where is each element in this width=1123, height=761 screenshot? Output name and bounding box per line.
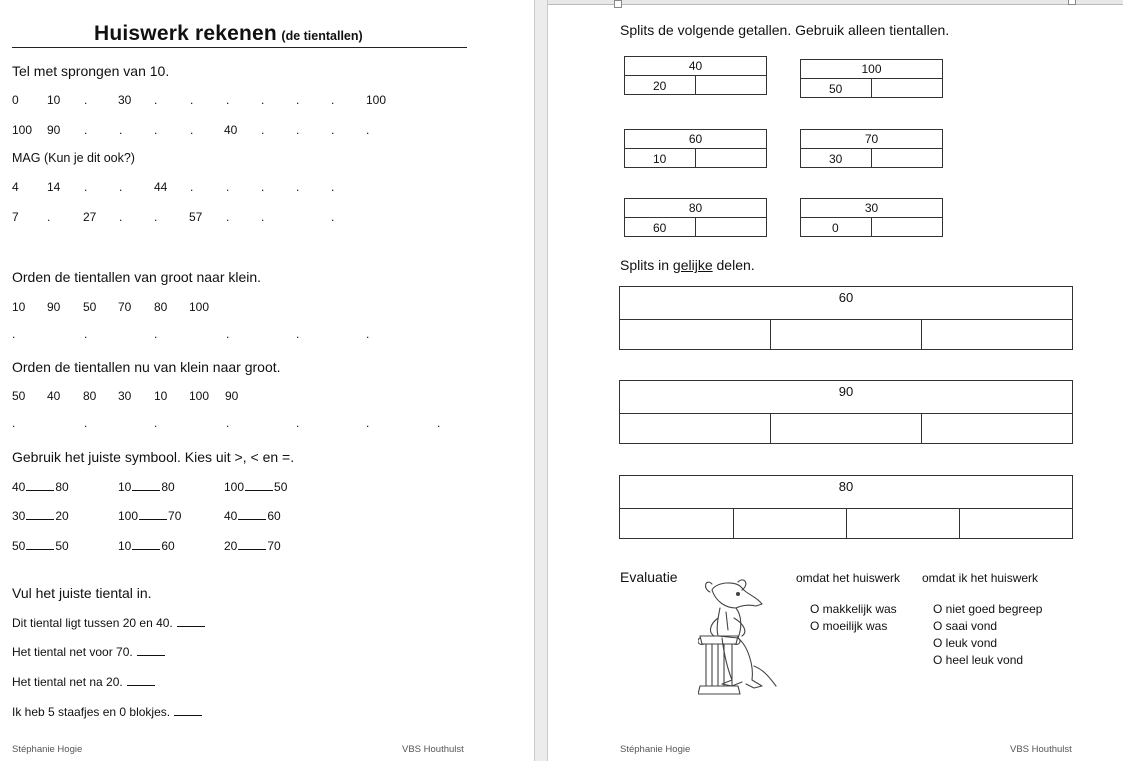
question-2: Het tiental net voor 70.: [12, 644, 166, 659]
split-total-cell: 60: [624, 129, 767, 149]
split-empty-cell[interactable]: [695, 75, 767, 95]
seq-item: .: [261, 93, 265, 107]
seq-item: 27: [83, 210, 97, 224]
split-part-cell: 60: [624, 217, 696, 237]
answer-blank[interactable]: [238, 508, 266, 520]
seq-item: 30: [118, 93, 132, 107]
sec3-heading: Orden de tientallen nu van klein naar groot.: [12, 359, 281, 375]
answer-blank[interactable]: [26, 479, 54, 491]
split-empty-cell[interactable]: [871, 148, 943, 168]
answer-dot: .: [12, 416, 16, 430]
number-item: 70: [118, 300, 132, 314]
splits-heading: Splits de volgende getallen. Gebruik alleen tientallen.: [620, 22, 950, 38]
compare-item: 40 60: [224, 509, 281, 523]
seq-item: .: [154, 123, 158, 137]
split-total-cell: 80: [624, 198, 767, 218]
seq-item: .: [261, 210, 265, 224]
seq-item: .: [331, 210, 335, 224]
equal-heading: Splits in gelijke delen.: [620, 257, 755, 273]
seq-item: .: [154, 93, 158, 107]
answer-dot: .: [366, 416, 370, 430]
seq-item: .: [296, 180, 300, 194]
sec4-heading: Gebruik het juiste symbool. Kies uit >, < en =.: [12, 449, 295, 465]
seq-item: 100: [12, 123, 33, 137]
equal-part-cell[interactable]: [733, 508, 847, 539]
number-item: 50: [83, 300, 97, 314]
seq-item: .: [154, 210, 158, 224]
answer-blank[interactable]: [177, 615, 205, 627]
equal-part-cell[interactable]: [921, 319, 1073, 350]
number-item: 90: [47, 300, 61, 314]
seq-item: 0: [12, 93, 19, 107]
answer-blank[interactable]: [132, 479, 160, 491]
answer-dot: .: [84, 327, 88, 341]
page-title: [94, 22, 363, 46]
seq-item: .: [190, 180, 194, 194]
margin-marker[interactable]: [1068, 0, 1076, 5]
seq-item: .: [261, 123, 265, 137]
compare-item: 100 70: [118, 509, 182, 523]
eval-col1-header: omdat het huiswerk: [796, 571, 901, 585]
number-item: 90: [225, 389, 239, 403]
question-1: Dit tiental ligt tussen 20 en 40.: [12, 615, 206, 630]
split-total-cell: 70: [800, 129, 943, 149]
split-empty-cell[interactable]: [871, 217, 943, 237]
equal-total-cell: 80: [619, 475, 1073, 509]
number-item: 80: [154, 300, 168, 314]
seq-item: .: [119, 123, 123, 137]
split-total-cell: 100: [800, 59, 943, 79]
seq-item: .: [331, 93, 335, 107]
answer-dot: .: [154, 327, 158, 341]
seq-item: .: [226, 93, 230, 107]
question-3: Het tiental net na 20.: [12, 674, 156, 689]
eval-option[interactable]: O makkelijk was: [810, 602, 897, 616]
number-item: 40: [47, 389, 61, 403]
equal-part-cell[interactable]: [770, 413, 922, 444]
split-total-cell: 40: [624, 56, 767, 76]
equal-total-cell: 90: [619, 380, 1073, 414]
split-part-cell: 0: [800, 217, 872, 237]
eval-option[interactable]: O niet goed begreep: [933, 602, 1043, 616]
split-part-cell: 20: [624, 75, 696, 95]
eval-col2-header: omdat ik het huiswerk: [922, 571, 1039, 585]
split-part-cell: 10: [624, 148, 696, 168]
split-empty-cell[interactable]: [871, 78, 943, 98]
sec1-heading: Tel met sprongen van 10.: [12, 63, 170, 79]
answer-dot: .: [366, 327, 370, 341]
footer-author: Stéphanie Hogie: [620, 744, 691, 755]
split-part-cell: 50: [800, 78, 872, 98]
seq-item: 90: [47, 123, 61, 137]
sec5-heading: Vul het juiste tiental in.: [12, 585, 152, 601]
answer-blank[interactable]: [238, 538, 266, 550]
eval-option[interactable]: O leuk vond: [933, 636, 998, 650]
seq-item: 100: [366, 93, 387, 107]
mouse-on-pillar-illustration: [698, 574, 780, 700]
split-total-cell: 30: [800, 198, 943, 218]
seq-item: .: [119, 180, 123, 194]
answer-dot: .: [226, 327, 230, 341]
seq-item: 44: [154, 180, 168, 194]
seq-item: .: [84, 180, 88, 194]
answer-dot: .: [12, 327, 16, 341]
right-page: [548, 0, 1123, 761]
seq-item: 14: [47, 180, 61, 194]
seq-item: .: [296, 93, 300, 107]
compare-item: 20 70: [224, 539, 281, 553]
number-item: 100: [189, 389, 210, 403]
compare-item: 10 80: [118, 480, 175, 494]
answer-dot: .: [437, 416, 441, 430]
equal-part-cell[interactable]: [619, 508, 734, 539]
number-item: 100: [189, 300, 210, 314]
seq-item: .: [296, 123, 300, 137]
answer-dot: .: [296, 416, 300, 430]
answer-blank[interactable]: [174, 704, 202, 716]
answer-dot: .: [296, 327, 300, 341]
number-item: 10: [12, 300, 26, 314]
seq-item: 10: [47, 93, 61, 107]
equal-total-cell: 60: [619, 286, 1073, 320]
seq-item: .: [226, 210, 230, 224]
answer-blank[interactable]: [137, 644, 165, 656]
ruler-strip: [548, 0, 1123, 5]
answer-dot: .: [226, 416, 230, 430]
split-empty-cell[interactable]: [695, 217, 767, 237]
number-item: 10: [154, 389, 168, 403]
seq-item: .: [119, 210, 123, 224]
answer-blank[interactable]: [26, 538, 54, 550]
margin-marker[interactable]: [614, 0, 622, 8]
seq-item: 4: [12, 180, 19, 194]
equal-part-cell[interactable]: [959, 508, 1073, 539]
eval-option[interactable]: O saai vond: [933, 619, 998, 633]
equal-part-cell[interactable]: [846, 508, 960, 539]
compare-item: 50 50: [12, 539, 69, 553]
number-item: 30: [118, 389, 132, 403]
seq-item: .: [226, 180, 230, 194]
page-gutter: [534, 0, 548, 761]
eval-option[interactable]: O moeilijk was: [810, 619, 888, 633]
seq-item: 57: [189, 210, 203, 224]
answer-blank[interactable]: [245, 479, 273, 491]
number-item: 80: [83, 389, 97, 403]
number-item: 50: [12, 389, 26, 403]
footer-school: VBS Houthulst: [402, 744, 464, 755]
equal-part-cell[interactable]: [619, 413, 771, 444]
answer-dot: .: [154, 416, 158, 430]
equal-part-cell[interactable]: [770, 319, 922, 350]
equal-part-cell[interactable]: [619, 319, 771, 350]
footer-school: VBS Houthulst: [1010, 744, 1072, 755]
compare-item: 30 20: [12, 509, 69, 523]
seq-item: .: [366, 123, 370, 137]
evaluation-label: Evaluatie: [620, 569, 678, 585]
seq-item: .: [84, 93, 88, 107]
split-part-cell: 30: [800, 148, 872, 168]
title-underline: [12, 47, 467, 48]
answer-blank[interactable]: [139, 508, 167, 520]
seq-item: .: [190, 93, 194, 107]
answer-blank[interactable]: [127, 674, 155, 686]
sec2-heading: Orden de tientallen van groot naar klein.: [12, 269, 262, 285]
seq-item: 40: [224, 123, 238, 137]
title-main: Huiswerk rekenen: [94, 22, 277, 45]
seq-item: .: [190, 123, 194, 137]
compare-item: 100 50: [224, 480, 288, 494]
question-4: Ik heb 5 staafjes en 0 blokjes.: [12, 704, 203, 719]
footer-author: Stéphanie Hogie: [12, 744, 83, 755]
compare-item: 40 80: [12, 480, 69, 494]
answer-dot: .: [84, 416, 88, 430]
page-edge-left: [534, 0, 535, 761]
title-subtitle: (de tientallen): [281, 29, 363, 43]
answer-blank[interactable]: [132, 538, 160, 550]
seq-item: 7: [12, 210, 19, 224]
equal-part-cell[interactable]: [921, 413, 1073, 444]
left-page: [0, 0, 534, 761]
split-empty-cell[interactable]: [695, 148, 767, 168]
seq-item: .: [84, 123, 88, 137]
seq-item: .: [261, 180, 265, 194]
eval-option[interactable]: O heel leuk vond: [933, 653, 1024, 667]
seq-item: .: [331, 123, 335, 137]
seq-item: .: [331, 180, 335, 194]
answer-blank[interactable]: [26, 508, 54, 520]
mag-label: MAG (Kun je dit ook?): [12, 151, 135, 165]
seq-item: .: [47, 210, 51, 224]
compare-item: 10 60: [118, 539, 175, 553]
